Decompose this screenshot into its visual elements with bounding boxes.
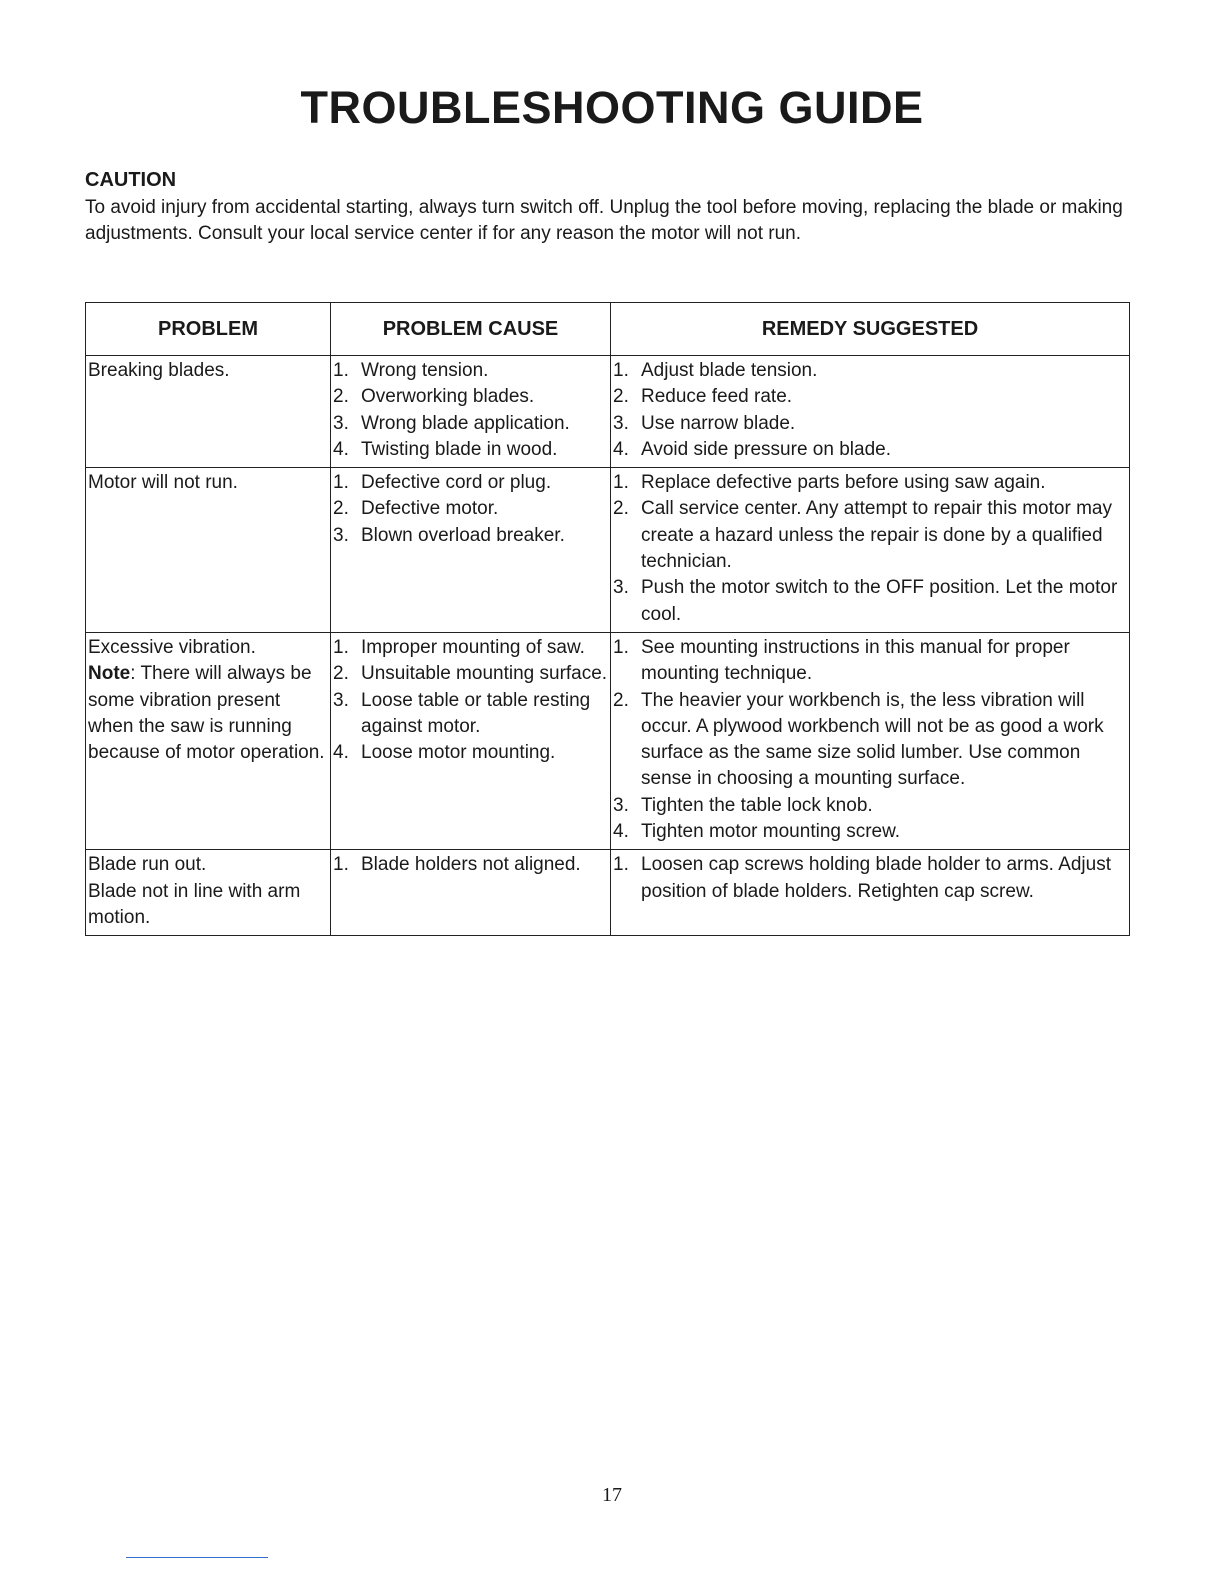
remedy-item bbox=[613, 635, 1127, 688]
cause-item bbox=[333, 661, 608, 687]
caution-heading: CAUTION bbox=[85, 169, 177, 191]
cause-cell bbox=[331, 356, 611, 468]
remedy-item bbox=[613, 384, 1127, 410]
cause-item bbox=[333, 470, 608, 496]
cause-number: 1. bbox=[333, 636, 349, 658]
cause-text: Wrong blade application. bbox=[361, 412, 570, 434]
remedy-number: 4. bbox=[613, 821, 629, 843]
cause-item bbox=[333, 852, 608, 878]
cause-text: Defective motor. bbox=[361, 498, 499, 520]
problem-cell bbox=[86, 632, 331, 849]
remedy-number: 1. bbox=[613, 360, 629, 381]
remedy-text: Adjust blade tension. bbox=[641, 360, 818, 381]
cause-cell bbox=[331, 468, 611, 633]
remedy-number: 2. bbox=[613, 689, 629, 711]
problem-text: Blade not in line with arm motion. bbox=[88, 880, 301, 928]
remedy-item bbox=[613, 411, 1127, 437]
cause-text: Blown overload breaker. bbox=[361, 524, 565, 546]
cause-number: 1. bbox=[333, 854, 349, 876]
remedy-cell bbox=[611, 632, 1130, 849]
remedy-text: Reduce feed rate. bbox=[641, 386, 793, 408]
cause-cell bbox=[331, 632, 611, 849]
header-remedy-suggested: REMEDY SUGGESTED bbox=[611, 303, 1130, 356]
remedy-number: 3. bbox=[613, 412, 629, 434]
note-text: : There will always be some vibration present when the saw is running because of motor operation. bbox=[88, 663, 325, 764]
footer-line bbox=[126, 1557, 268, 1558]
remedy-number: 1. bbox=[613, 854, 629, 876]
header-problem-cause: PROBLEM CAUSE bbox=[331, 303, 611, 356]
cause-text: Twisting blade in wood. bbox=[361, 438, 558, 460]
cause-item bbox=[333, 523, 608, 549]
cause-number: 4. bbox=[333, 742, 349, 764]
cause-item bbox=[333, 384, 608, 410]
remedy-text: Call service center. Any attempt to repair this motor may create a hazard unless the repair is done by a qualified technician. bbox=[641, 498, 1112, 573]
cause-number: 1. bbox=[333, 360, 349, 381]
remedy-item bbox=[613, 470, 1127, 496]
remedy-number: 4. bbox=[613, 438, 629, 460]
cause-cell bbox=[331, 850, 611, 936]
remedy-number: 3. bbox=[613, 794, 629, 816]
cause-list bbox=[333, 852, 608, 878]
cause-text: Blade holders not aligned. bbox=[361, 854, 581, 876]
cause-text: Loose motor mounting. bbox=[361, 742, 556, 764]
remedy-cell bbox=[611, 356, 1130, 468]
caution-text: To avoid injury from accidental starting, always turn switch off. Unplug the tool before moving, replacing the blade or making adjustments. Consult your local service center if for any reason the motor will not run. bbox=[85, 197, 1123, 244]
remedy-text: Avoid side pressure on blade. bbox=[641, 438, 891, 460]
table-row bbox=[86, 356, 1130, 468]
remedy-text: Replace defective parts before using saw again. bbox=[641, 472, 1046, 494]
remedy-list bbox=[613, 852, 1127, 905]
cause-list bbox=[333, 635, 608, 766]
header-problem: PROBLEM bbox=[86, 303, 331, 356]
remedy-number: 2. bbox=[613, 498, 629, 520]
cause-number: 2. bbox=[333, 663, 349, 685]
remedy-text: The heavier your workbench is, the less vibration will occur. A plywood workbench will not be as good a work surface as the same size solid lumber. Use common sense in choosing a mounting surface. bbox=[641, 689, 1104, 790]
cause-number: 1. bbox=[333, 472, 349, 494]
cause-item bbox=[333, 740, 608, 766]
remedy-text: Push the motor switch to the OFF position. Let the motor cool. bbox=[641, 577, 1118, 625]
table-header-row bbox=[86, 303, 1130, 356]
troubleshooting-table bbox=[85, 302, 1130, 936]
problem-text: Blade run out. bbox=[88, 854, 207, 876]
cause-text: Loose table or table resting against motor. bbox=[361, 689, 591, 737]
remedy-item bbox=[613, 688, 1127, 793]
remedy-item bbox=[613, 575, 1127, 628]
table-row bbox=[86, 632, 1130, 849]
cause-item bbox=[333, 411, 608, 437]
cause-list bbox=[333, 470, 608, 549]
table-body bbox=[86, 356, 1130, 936]
cause-text: Defective cord or plug. bbox=[361, 472, 552, 494]
cause-item bbox=[333, 688, 608, 741]
remedy-cell bbox=[611, 468, 1130, 633]
page-number: 17 bbox=[602, 1484, 622, 1506]
cause-list bbox=[333, 358, 608, 463]
problem-text: Motor will not run. bbox=[88, 472, 238, 494]
cause-number: 3. bbox=[333, 689, 349, 711]
cause-text: Wrong tension. bbox=[361, 360, 489, 381]
cause-number: 3. bbox=[333, 412, 349, 434]
cause-text: Unsuitable mounting surface. bbox=[361, 663, 608, 685]
remedy-item bbox=[613, 852, 1127, 905]
table-row bbox=[86, 850, 1130, 936]
remedy-number: 1. bbox=[613, 636, 629, 658]
remedy-number: 3. bbox=[613, 577, 629, 599]
remedy-list bbox=[613, 635, 1127, 845]
remedy-number: 1. bbox=[613, 472, 629, 494]
remedy-item bbox=[613, 496, 1127, 575]
problem-text: Excessive vibration. bbox=[88, 636, 256, 658]
remedy-list bbox=[613, 358, 1127, 463]
problem-cell bbox=[86, 850, 331, 936]
cause-item bbox=[333, 437, 608, 463]
table-row bbox=[86, 468, 1130, 633]
cause-number: 4. bbox=[333, 438, 349, 460]
remedy-item bbox=[613, 793, 1127, 819]
remedy-item bbox=[613, 437, 1127, 463]
problem-cell bbox=[86, 468, 331, 633]
note-label: Note bbox=[88, 663, 131, 685]
cause-item bbox=[333, 358, 608, 384]
cause-number: 2. bbox=[333, 498, 349, 520]
remedy-text: See mounting instructions in this manual for proper mounting technique. bbox=[641, 636, 1070, 685]
remedy-text: Loosen cap screws holding blade holder to arms. Adjust position of blade holders. Retighten cap screw. bbox=[641, 854, 1111, 902]
remedy-text: Use narrow blade. bbox=[641, 412, 796, 434]
page-title: TROUBLESHOOTING GUIDE bbox=[300, 82, 924, 133]
remedy-text: Tighten the table lock knob. bbox=[641, 794, 873, 816]
remedy-cell bbox=[611, 850, 1130, 936]
remedy-item bbox=[613, 819, 1127, 845]
cause-item bbox=[333, 496, 608, 522]
remedy-number: 2. bbox=[613, 386, 629, 408]
problem-text: Breaking blades. bbox=[88, 360, 230, 381]
cause-number: 3. bbox=[333, 524, 349, 546]
remedy-text: Tighten motor mounting screw. bbox=[641, 821, 901, 843]
cause-number: 2. bbox=[333, 386, 349, 408]
remedy-item bbox=[613, 358, 1127, 384]
cause-text: Improper mounting of saw. bbox=[361, 636, 585, 658]
remedy-list bbox=[613, 470, 1127, 628]
cause-item bbox=[333, 635, 608, 661]
cause-text: Overworking blades. bbox=[361, 386, 535, 408]
problem-cell bbox=[86, 356, 331, 468]
problem-note bbox=[88, 661, 328, 766]
